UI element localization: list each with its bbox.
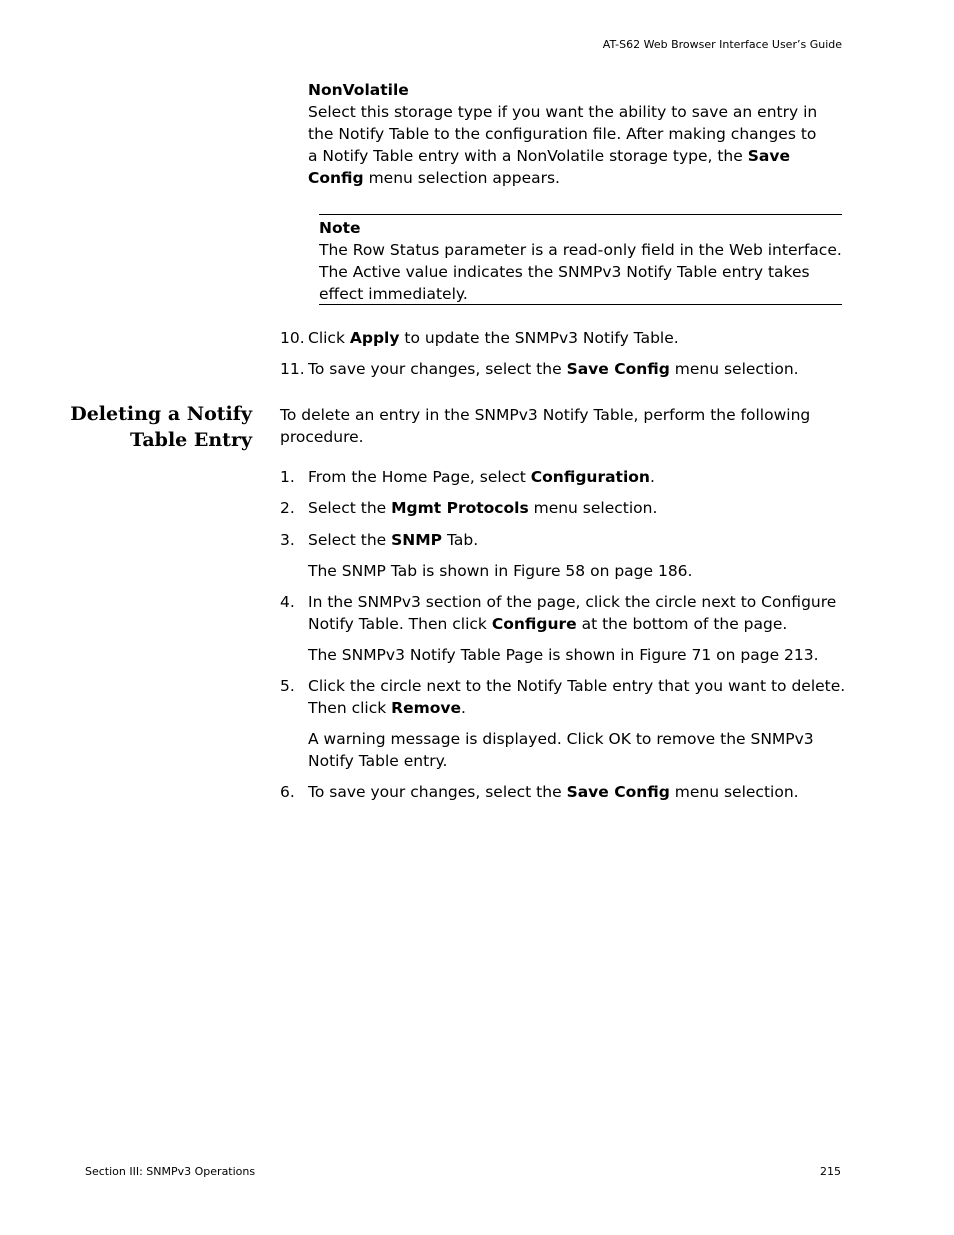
footer-section: Section III: SNMPv3 Operations xyxy=(85,1165,256,1178)
nonvolatile-text: menu selection appears. xyxy=(363,169,560,187)
step-text xyxy=(308,529,478,551)
step-text-line xyxy=(308,697,845,719)
step-text-part: menu selection. xyxy=(669,360,799,378)
nonvolatile-title: NonVolatile xyxy=(308,81,409,99)
nonvolatile-text: a Notify Table entry with a NonVolatile storage type, the xyxy=(308,147,748,165)
step-text-part: at the bottom of the page. xyxy=(576,615,788,633)
step-text-bold: SNMP xyxy=(391,531,443,549)
section-heading-line: Deleting a Notify xyxy=(70,403,252,425)
step-text-part: Click xyxy=(308,329,350,347)
note-title: Note xyxy=(319,219,361,237)
note-line: The Row Status parameter is a read-only field in the Web interface. xyxy=(319,241,842,259)
subnote-line: A warning message is displayed. Click OK to remove the SNMPv3 xyxy=(308,730,814,748)
step-text-part: To save your changes, select the xyxy=(308,783,567,801)
step-text-part: From the Home Page, select xyxy=(308,468,531,486)
step-text-line: Click the circle next to the Notify Table entry that you want to delete. xyxy=(308,677,846,695)
step-subnote: The SNMP Tab is shown in Figure 58 on page 186. xyxy=(308,562,693,580)
nonvolatile-line: Select this storage type if you want the ability to save an entry in xyxy=(308,103,818,121)
step-number: 1. xyxy=(280,468,295,486)
nonvolatile-line xyxy=(308,145,848,167)
nonvolatile-line xyxy=(308,167,848,189)
step-text-bold: Apply xyxy=(349,329,400,347)
step-text xyxy=(308,358,799,380)
step-text-part: Then click xyxy=(308,699,392,717)
intro-line: To delete an entry in the SNMPv3 Notify Table, perform the following xyxy=(280,406,811,424)
step-text-part: . xyxy=(649,468,655,486)
section-heading xyxy=(70,401,252,453)
intro-line: procedure. xyxy=(280,428,364,446)
step-text xyxy=(308,497,657,519)
step-number: 10. xyxy=(280,329,305,347)
step-text-part: menu selection. xyxy=(669,783,799,801)
step-text-bold: Mgmt Protocols xyxy=(391,499,529,517)
step-number: 2. xyxy=(280,499,295,517)
step-text xyxy=(308,781,799,803)
step-number: 4. xyxy=(280,593,295,611)
note-box xyxy=(319,214,842,305)
step-text-bold: Remove xyxy=(391,699,462,717)
step-text-line xyxy=(308,613,836,635)
step-number: 6. xyxy=(280,783,295,801)
running-header: AT-S62 Web Browser Interface User’s Guide xyxy=(602,38,842,51)
nonvolatile-block xyxy=(308,79,848,189)
step-text-part: to update the SNMPv3 Notify Table. xyxy=(399,329,679,347)
save-bold: Save xyxy=(747,147,790,165)
config-bold: Config xyxy=(308,169,364,187)
step-text-part: Notify Table. Then click xyxy=(308,615,492,633)
note-line: effect immediately. xyxy=(319,285,468,303)
step-number: 3. xyxy=(280,531,295,549)
step-text-bold: Configuration xyxy=(530,468,650,486)
step-number: 11. xyxy=(280,360,305,378)
nonvolatile-line: the Notify Table to the configuration file. After making changes to xyxy=(308,125,817,143)
step-text-bold: Save Config xyxy=(566,360,670,378)
step-text-bold: Save Config xyxy=(566,783,670,801)
step-text-line: In the SNMPv3 section of the page, click the circle next to Configure xyxy=(308,593,837,611)
step-text-part: Select the xyxy=(308,499,392,517)
page-number: 215 xyxy=(820,1165,841,1178)
section-intro xyxy=(280,404,840,448)
step-text xyxy=(308,327,679,349)
step-text-bold: Configure xyxy=(491,615,577,633)
step-text xyxy=(308,675,845,719)
step-subnote xyxy=(308,728,814,772)
note-line: The Active value indicates the SNMPv3 Notify Table entry takes xyxy=(319,263,810,281)
step-text-part: menu selection. xyxy=(528,499,658,517)
step-text xyxy=(308,591,836,635)
step-text-part: To save your changes, select the xyxy=(308,360,567,378)
step-text-part: . xyxy=(461,699,466,717)
step-text xyxy=(308,466,655,488)
section-heading-line: Table Entry xyxy=(130,429,252,451)
step-subnote: The SNMPv3 Notify Table Page is shown in Figure 71 on page 213. xyxy=(308,646,819,664)
step-text-part: Select the xyxy=(308,531,392,549)
step-number: 5. xyxy=(280,677,295,695)
step-text-part: Tab. xyxy=(442,531,479,549)
subnote-line: Notify Table entry. xyxy=(308,752,448,770)
